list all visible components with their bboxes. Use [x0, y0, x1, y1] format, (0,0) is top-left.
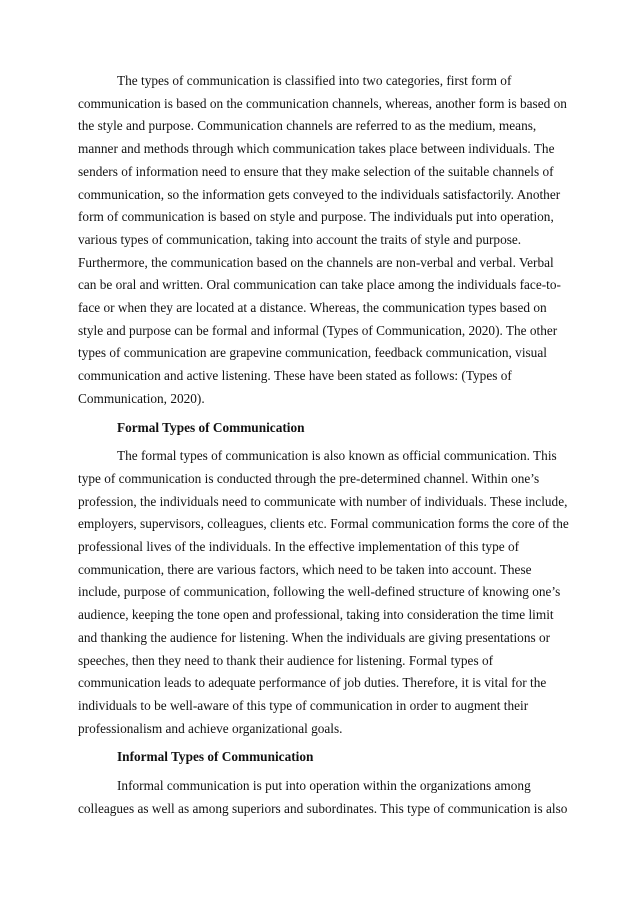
- document-page: [78, 70, 572, 821]
- heading-formal-types: Formal Types of Communication: [117, 419, 305, 435]
- heading-informal-types: Informal Types of Communication: [117, 749, 314, 765]
- paragraph-formal-communication: The formal types of communication is also known as official communication. This type of communication is conducted through the pre-determined channel. Within one’s profession, the individuals need to communicate with number of individuals. These include, employers, supervisors, colleagues, clients etc. Formal communication forms the core of the professional lives of the individuals. In the effective implementation of this type of communication, there are various factors, which need to be taken into account. These include, purpose of communication, following the well-defined structure of knowing one’s audience, keeping the tone open and professional, taking into consideration the time limit and thanking the audience for listening. When the individuals are giving presentations or speeches, then they need to thank their audience for listening. Formal types of communication leads to adequate performance of job duties. Therefore, it is vital for the individuals to be well-aware of this type of communication in order to augment their professionalism and achieve organizational goals.: [78, 448, 569, 736]
- paragraph-types-of-communication: The types of communication is classified into two categories, first form of communication is based on the communication channels, whereas, another form is based on the style and purpose. Communication channels are referred to as the medium, means, manner and methods through which communication takes place between individuals. The senders of information need to ensure that they make selection of the suitable channels of communication, so the information gets conveyed to the individuals satisfactorily. Another form of communication is based on style and purpose. The individuals put into operation, various types of communication, taking into account the traits of style and purpose. Furthermore, the communication based on the channels are non-verbal and verbal. Verbal can be oral and written. Oral communication can take place among the individuals face-to-face or when they are located at a distance. Whereas, the communication types based on style and purpose can be formal and informal (Types of Communication, 2020). The other types of communication are grapevine communication, feedback communication, visual communication and active listening. These have been stated as follows: (Types of Communication, 2020).: [78, 73, 567, 406]
- paragraph-informal-communication: Informal communication is put into operation within the organizations among colleagues as well as among superiors and subordinates. This type of communication is also: [78, 778, 568, 816]
